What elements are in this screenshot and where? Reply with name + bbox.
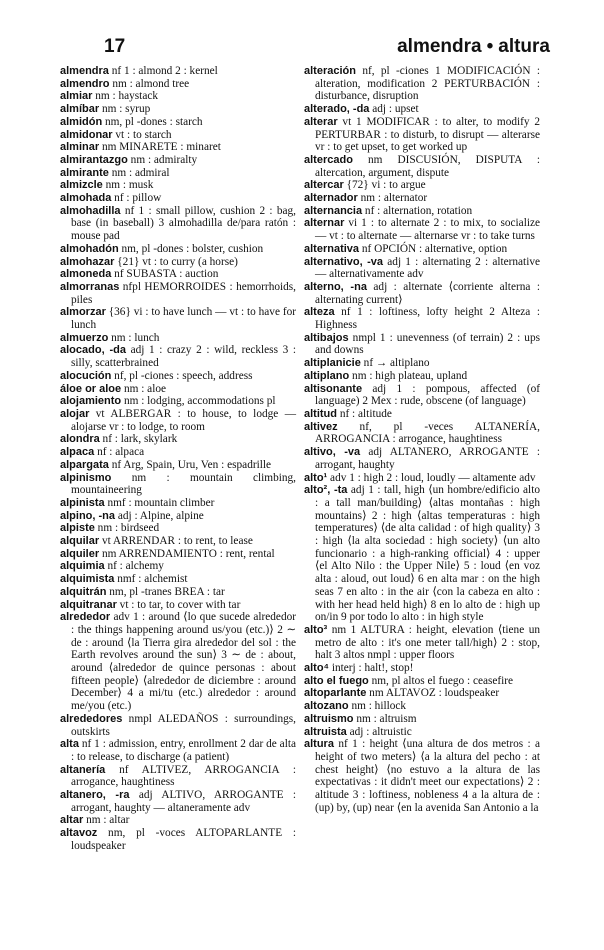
dictionary-entry [60, 332, 296, 345]
entry-definition: nfpl HEMORROIDES : hemorrhoids, piles [71, 280, 296, 306]
entry-definition: nm : almond tree [109, 77, 190, 90]
entry-headword: altura [304, 738, 334, 751]
entry-headword: almiar [60, 90, 93, 103]
dictionary-entry [304, 256, 540, 281]
dictionary-entry [304, 116, 540, 154]
dictionary-entry [60, 154, 296, 167]
entry-headword: alterar [304, 115, 338, 128]
entry-headword: almendra [60, 65, 109, 77]
dictionary-entry [60, 738, 296, 763]
entry-headword: alpiste [60, 522, 95, 535]
dictionary-entry [60, 65, 296, 78]
dictionary-entry [304, 217, 540, 242]
entry-headword: alocado, -da [60, 344, 126, 357]
entry-definition: adj ALTANERO, ARROGANTE : arrogant, haughty [315, 446, 541, 471]
entry-definition: nm : high plateau, upland [349, 369, 468, 382]
entry-headword: altruismo [304, 712, 354, 725]
entry-definition: adj : altruistic [346, 725, 412, 738]
entry-definition: interj : halt!, stop! [329, 662, 414, 675]
dictionary-entry [60, 522, 296, 535]
entry-definition: nf : alchemy [104, 560, 164, 573]
entry-definition: adj ALTIVO, ARROGANTE : arrogant, haughty — altaneramente adv [71, 789, 296, 814]
dictionary-entry [60, 510, 296, 523]
entry-definition: nf ALTIVEZ, ARROGANCIA : arrogance, haughtiness [71, 763, 296, 789]
dictionary-entry [60, 764, 296, 789]
entry-definition: nf : alpaca [94, 446, 145, 459]
entry-headword: altanero, -ra [60, 789, 130, 802]
entry-headword: alrededor [60, 611, 111, 624]
entry-headword: alto², -ta [304, 484, 348, 497]
entry-headword: almuerzo [60, 331, 109, 344]
dictionary-entry [304, 243, 540, 256]
entry-headword: alteración [304, 65, 356, 77]
dictionary-entry [60, 573, 296, 586]
dictionary-entry [60, 383, 296, 396]
dictionary-entry [60, 281, 296, 306]
entry-definition: {72} vi : to argue [343, 179, 426, 192]
entry-definition: nm : musk [102, 179, 154, 192]
entry-definition: nm, pl -tranes BREA : tar [106, 585, 225, 598]
entry-definition: nm : admiralty [127, 153, 198, 166]
entry-definition: nf 1 : small pillow, cushion 2 : bag, base (in baseball) 3 almohadilla de/para ratón : mouse pad [71, 204, 296, 243]
entry-definition: nm, pl altos el fuego : ceasefire [368, 674, 514, 687]
entry-definition: nf OPCIÓN : alternative, option [359, 242, 508, 255]
entry-definition: vt : to tar, to cover with tar [116, 598, 241, 611]
entry-definition: nm : alternator [357, 192, 428, 205]
dictionary-entry [60, 789, 296, 814]
entry-headword: altiplanicie [304, 357, 361, 370]
entry-headword: alquimista [60, 573, 115, 586]
dictionary-entry [304, 687, 540, 700]
dictionary-entry [60, 116, 296, 129]
entry-headword: almirantazgo [60, 153, 128, 166]
dictionary-entry [60, 586, 296, 599]
dictionary-entry [304, 662, 540, 675]
entry-headword: alojar [60, 407, 90, 420]
entry-headword: alternativa [304, 242, 360, 255]
dictionary-entry [60, 599, 296, 612]
dictionary-entry [60, 192, 296, 205]
dictionary-entry [60, 548, 296, 561]
entry-definition: nm ARRENDAMIENTO : rent, rental [99, 547, 275, 560]
entry-headword: almidón [60, 115, 103, 128]
dictionary-entry [60, 535, 296, 548]
running-head [397, 36, 550, 58]
entry-definition: adj 1 : alternating 2 : alternative — alternativamente adv [315, 255, 540, 281]
entry-definition: nm : lodging, accommodations pl [121, 395, 276, 408]
entry-definition: nmpl ALEDAÑOS : surroundings, outskirts [71, 712, 296, 738]
dictionary-entry [60, 370, 296, 383]
entry-definition: nmf : mountain climber [104, 496, 215, 509]
entry-headword: alpinismo [60, 471, 112, 484]
entry-headword: almoneda [60, 268, 112, 281]
dictionary-entry [60, 103, 296, 116]
entry-definition: nf 1 : admission, entry, enrollment 2 dar de alta : to release, to discharge (a patient) [71, 738, 296, 763]
entry-headword: alteza [304, 306, 335, 319]
entry-definition: nf 1 : height ⟨una altura de dos metros : a height of two meters⟩ ⟨a la altura del pecho : at chest height⟩ ⟨no estuvo a la altura de las expectativas : it didn't meet our expectations⟩ 2 : altitude 3 : loftiness, nobleness 4 a la altura de : (up) by, (up) near ⟨en la avenida San Antonio a la [315, 738, 540, 814]
dictionary-entry [304, 179, 540, 192]
entry-headword: almíbar [60, 103, 100, 116]
entry-definition: nm : admiral [108, 166, 170, 179]
entry-definition: nf, pl -ciones : speech, address [111, 369, 253, 382]
entry-headword: alternador [304, 192, 358, 205]
entry-headword: alto el fuego [304, 674, 369, 687]
entry-headword: almizcle [60, 179, 103, 192]
dictionary-entry [60, 611, 296, 713]
dictionary-entry [304, 357, 540, 370]
entry-definition: adv 1 : around ⟨lo que sucede alrededor : the things happening around us/you (etc.)⟩ 2 ∼ de : around ⟨la Tierra gira alrededor del sol : the Earth revolves around the sun⟩ 3 ∼ de : about, around ⟨alrededor de quince personas : about fifteen people⟩ ⟨alrededor de diciembre : around December⟩ 4 a mi/tu (etc.) alrededor : around me/you (etc.) [71, 611, 296, 713]
entry-headword: alquilar [60, 535, 100, 548]
dictionary-entry [304, 383, 540, 408]
entry-definition: nf : lark, skylark [99, 433, 178, 446]
entry-headword: alocución [60, 369, 112, 382]
entry-definition: nm MINARETE : minaret [99, 141, 221, 154]
entry-definition: nf Arg, Spain, Uru, Ven : espadrille [108, 458, 272, 471]
page-number: 17 [104, 36, 126, 57]
dictionary-entry [60, 827, 296, 852]
entry-headword: alterno, -na [304, 280, 367, 293]
dictionary-entry [60, 459, 296, 472]
entry-headword: altibajos [304, 331, 349, 344]
entry-headword: alminar [60, 141, 100, 154]
entry-headword: almendro [60, 77, 110, 90]
entry-definition: vt ARRENDAR : to rent, to lease [99, 535, 253, 548]
entry-headword: alterado, -da [304, 103, 370, 116]
entry-headword: alpaca [60, 446, 95, 459]
entry-headword: altitud [304, 407, 337, 420]
dictionary-entry [304, 154, 540, 179]
dictionary-entry [304, 726, 540, 739]
entry-headword: almorzar [60, 306, 106, 319]
entry-headword: alrededores [60, 712, 123, 725]
entry-definition: nm : hillock [348, 700, 407, 713]
entry-definition: adj : Alpine, alpine [115, 509, 204, 522]
dictionary-entry [304, 205, 540, 218]
entry-definition: vt : to starch [112, 128, 172, 141]
entry-headword: almorranas [60, 280, 120, 293]
entry-definition: adj 1 : crazy 2 : wild, reckless 3 : silly, scatterbrained [71, 344, 296, 370]
entry-headword: altar [60, 814, 84, 827]
entry-headword: alpargata [60, 458, 109, 471]
entry-definition: vt ALBERGAR : to house, to lodge — alojarse vr : to lodge, to room [71, 407, 296, 433]
entry-headword: almidonar [60, 128, 113, 141]
entry-definition: nf : alternation, rotation [362, 204, 473, 217]
entry-headword: altozano [304, 700, 349, 713]
entry-headword: alternar [304, 217, 345, 230]
entry-definition: nm : haystack [92, 90, 158, 103]
dictionary-entry [60, 179, 296, 192]
entry-headword: alquiler [60, 547, 100, 560]
entry-definition: adj 1 : tall, high ⟨un hombre/edificio alto : a tall man/building⟩ ⟨altas montañas : high mountains⟩ 2 : high ⟨altas temperaturas : high temperatures⟩ ⟨de alta calidad : of high quality⟩ 3 : high ⟨la alta sociedad : high society⟩ ⟨un alto funcionario : a high-ranking official⟩ 4 : upper ⟨el Alto Nilo : the Upper Nile⟩ 5 : loud ⟨en voz alta : aloud, out loud⟩ 6 en alta mar : on the high seas 7 en alto : in the air ⟨con la cabeza en alto : with her head held high⟩ 8 en lo alto de : high up on/in 9 por todo lo alto : in high style [315, 484, 540, 624]
dictionary-entry [60, 713, 296, 738]
entry-headword: alto³ [304, 623, 328, 636]
dictionary-entry [304, 675, 540, 688]
entry-definition: nm : mountain climbing, mountaineering [71, 471, 296, 497]
entry-definition: nm : lunch [108, 331, 160, 344]
dictionary-entry [60, 344, 296, 369]
dictionary-entry [304, 472, 540, 485]
guide-word-first: almendra [397, 36, 482, 57]
entry-definition: vi 1 : to alternate 2 : to mix, to socialize — vt : to alternate — alternarse vr : to take turns [315, 217, 540, 243]
dictionary-entry [304, 713, 540, 726]
entry-headword: altisonante [304, 382, 363, 395]
dictionary-entry [60, 306, 296, 331]
dictionary-entry [60, 395, 296, 408]
entry-headword: alquitrán [60, 585, 107, 598]
guide-word-last: altura [498, 36, 550, 57]
entry-definition: nm DISCUSIÓN, DISPUTA : altercation, argument, dispute [315, 153, 540, 179]
dictionary-entry [60, 243, 296, 256]
entry-headword: altruista [304, 725, 347, 738]
entry-definition: nm : aloe [121, 382, 167, 395]
entry-definition: nf 1 : almond 2 : kernel [108, 65, 218, 77]
dictionary-entry [60, 205, 296, 243]
entry-headword: altivez [304, 420, 338, 433]
dictionary-entry [60, 446, 296, 459]
entry-headword: alquimia [60, 560, 105, 573]
entry-headword: alpinista [60, 496, 105, 509]
entry-definition: nm, pl -voces ALTOPARLANTE : loudspeaker [71, 827, 296, 852]
entry-definition: adj : alternate ⟨corriente alterna : alternating current⟩ [315, 280, 540, 306]
dictionary-entry [60, 268, 296, 281]
dictionary-entry [304, 700, 540, 713]
entry-headword: altavoz [60, 827, 98, 840]
entry-headword: almohada [60, 192, 112, 205]
dictionary-entry [304, 332, 540, 357]
entry-definition: vt 1 MODIFICAR : to alter, to modify 2 PERTURBAR : to disturb, to disrupt — alterarse vr : to get upset, to get worked up [315, 115, 540, 154]
entry-definition: adj 1 : pompous, affected (of language) 2 Mex : rude, obscene (of language) [315, 382, 540, 408]
dictionary-entry [304, 306, 540, 331]
dictionary-entry [60, 78, 296, 91]
entry-definition: nf : altitude [337, 407, 392, 420]
dictionary-entry [60, 141, 296, 154]
entry-definition: nm : birdseed [94, 522, 160, 535]
entry-headword: alondra [60, 433, 100, 446]
entry-definition: nf → altiplano [360, 357, 430, 370]
dictionary-entry [60, 560, 296, 573]
dictionary-entry [60, 814, 296, 827]
dictionary-entry [304, 65, 540, 103]
entry-headword: altivo, -va [304, 446, 361, 459]
entry-definition: {21} vt : to curry (a horse) [114, 255, 238, 268]
entry-headword: alto¹ [304, 471, 328, 484]
dictionary-entry [60, 167, 296, 180]
dictionary-entry [304, 421, 540, 446]
entry-definition: nf, pl -ciones 1 MODIFICACIÓN : alteration, modification 2 PERTURBACIÓN : disturbance, disruption [315, 65, 540, 103]
entry-definition: nmf : alchemist [114, 573, 188, 586]
dictionary-entry [304, 192, 540, 205]
entry-definition: nm : altruism [353, 712, 417, 725]
entry-headword: almohadilla [60, 204, 121, 217]
entry-headword: áloe or aloe [60, 382, 122, 395]
entry-headword: alternativo, -va [304, 255, 384, 268]
entry-definition: nf : pillow [111, 192, 162, 205]
entry-definition: nm : syrup [99, 103, 151, 116]
dictionary-entry [60, 256, 296, 269]
dictionary-entry [304, 624, 540, 662]
dictionary-entry [304, 484, 540, 624]
dictionary-entry [304, 446, 540, 471]
dictionary-entry [304, 408, 540, 421]
dictionary-entry [304, 103, 540, 116]
entry-definition: adj : upset [369, 103, 419, 116]
entry-definition: nm, pl -dones : starch [102, 115, 203, 128]
dictionary-entry [60, 472, 296, 497]
entry-headword: altiplano [304, 369, 350, 382]
dictionary-entry [304, 281, 540, 306]
dictionary-entry [60, 433, 296, 446]
entry-definition: nm ALTAVOZ : loudspeaker [366, 687, 500, 700]
entry-headword: altercar [304, 179, 344, 192]
dictionary-entry [60, 497, 296, 510]
entry-headword: alquitranar [60, 598, 117, 611]
entry-headword: almohazar [60, 255, 115, 268]
entry-headword: alojamiento [60, 395, 122, 408]
entry-headword: alto⁴ [304, 662, 329, 675]
entry-definition: adv 1 : high 2 : loud, loudly — altamente adv [327, 471, 536, 484]
entry-definition: nf 1 : loftiness, lofty height 2 Alteza : Highness [315, 306, 540, 332]
dictionary-entry [60, 129, 296, 142]
entry-headword: almohadón [60, 242, 119, 255]
entry-definition: nf, pl -veces ALTANERÍA, ARROGANCIA : arrogance, haughtiness [315, 420, 540, 446]
entry-definition: nm : altar [83, 814, 130, 827]
entry-headword: altercado [304, 153, 353, 166]
dictionary-entry [60, 408, 296, 433]
entry-definition: {36} vi : to have lunch — vt : to have for lunch [71, 306, 296, 332]
entry-definition: nm, pl -dones : bolster, cushion [118, 242, 264, 255]
entry-headword: alpino, -na [60, 509, 115, 522]
left-column [60, 65, 296, 853]
entry-headword: alternancia [304, 204, 363, 217]
dictionary-entry [60, 90, 296, 103]
entry-headword: altanería [60, 763, 106, 776]
entry-headword: almirante [60, 166, 109, 179]
dictionary-entry [304, 738, 540, 814]
entry-definition: nmpl 1 : unevenness (of terrain) 2 : ups and downs [315, 331, 540, 357]
guide-separator: • [486, 36, 494, 57]
entry-headword: altoparlante [304, 687, 367, 700]
right-column [304, 65, 540, 814]
dictionary-entry [304, 370, 540, 383]
entry-definition: nf SUBASTA : auction [111, 268, 219, 281]
entry-headword: alta [60, 738, 79, 751]
entry-definition: nm 1 ALTURA : height, elevation ⟨tiene un metro de alto : it's one meter tall/high⟩ 2 : stop, halt 3 altos nmpl : upper floors [315, 623, 540, 662]
